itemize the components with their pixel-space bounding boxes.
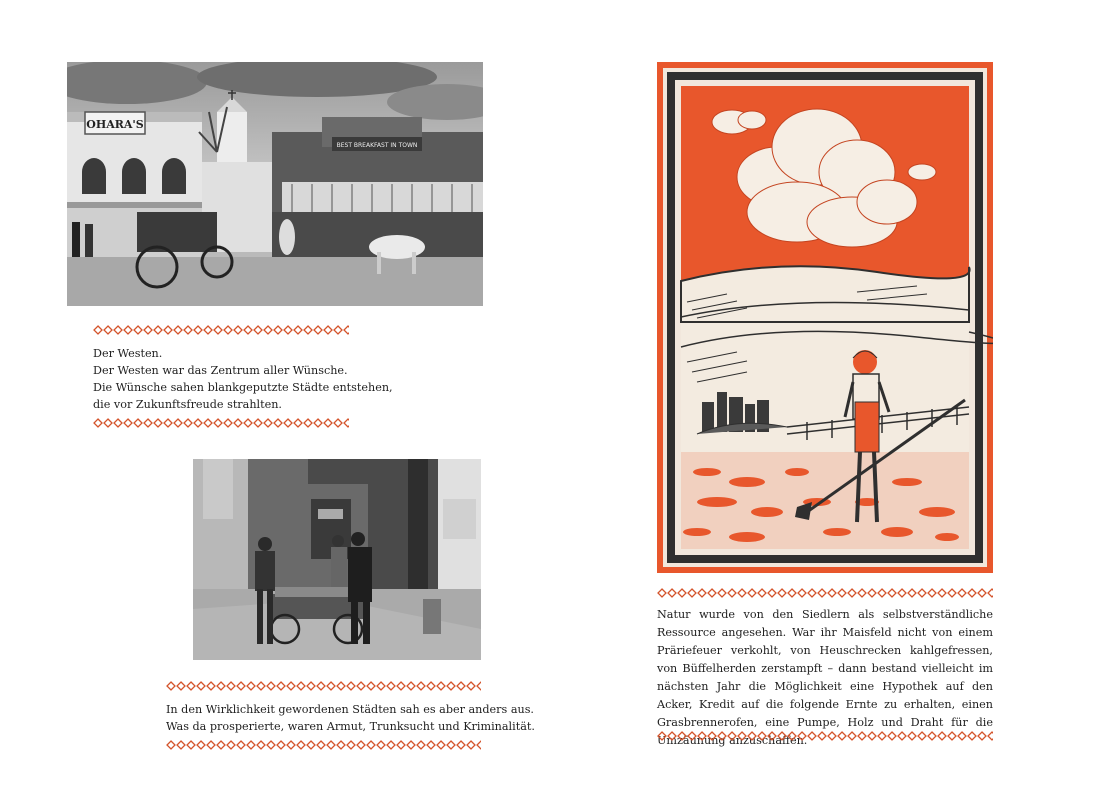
caption-line: In den Wirklichkeit gewordenen Städten sah es aber anders aus. (166, 703, 534, 716)
breakfast-sign: BEST BREAKFAST IN TOWN (336, 142, 418, 149)
ornament-divider (93, 325, 349, 335)
farm-boy-illustration (657, 62, 993, 573)
western-town-photo (67, 62, 483, 306)
western-town-photo-icon (67, 62, 483, 306)
caption-line: Die Wünsche sahen blankgeputzte Städte entstehen, (93, 381, 393, 394)
ornament-divider (657, 588, 993, 598)
caption-line: Der Westen. (93, 347, 163, 360)
city-street-photo (193, 459, 481, 660)
caption-top (93, 345, 393, 413)
ornament-divider (166, 740, 481, 750)
city-street-vendor-photo-icon (193, 459, 481, 660)
body-paragraph: Natur wurde von den Siedlern als selbstverständliche Ressource angesehen. War ihr Maisfeld nicht von einem Präriefeuer verkohlt, von Heuschrecken kahlgefressen, von Büffelherden zerstampft – dann bestand vielleicht im nächsten Jahr die Möglichkeit eine Hypothek auf den Acker, Kredit auf die folgende Ernte zu erhalten, einen Grasbrennerofen, eine Pumpe, Holz und Draht für die (657, 608, 993, 729)
caption-bottom (166, 701, 535, 735)
ohara-sign: OHARA'S (86, 118, 144, 131)
ornament-divider (657, 731, 993, 741)
farm-boy-woodcut-icon (657, 62, 993, 573)
body-text (657, 606, 993, 750)
caption-line: die vor Zukunftsfreude strahlten. (93, 398, 282, 411)
ornament-divider (93, 418, 349, 428)
ornament-divider (166, 681, 481, 691)
caption-line: Der Westen war das Zentrum aller Wünsche. (93, 364, 348, 377)
caption-line: Was da prosperierte, waren Armut, Trunksucht und Kriminalität. (166, 720, 535, 733)
